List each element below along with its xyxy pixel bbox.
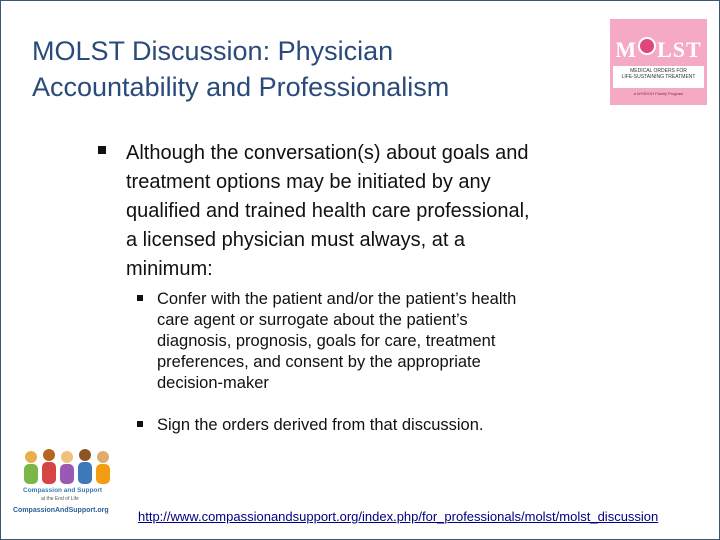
- cs-logo-site: CompassionAndSupport.org: [13, 507, 109, 514]
- sub-bullet-line: preferences, and consent by the appropriate: [157, 353, 481, 371]
- people-group-icon: [19, 447, 119, 487]
- square-bullet-icon: [98, 146, 106, 154]
- compassion-support-logo: [11, 447, 126, 527]
- sub-bullet-confer: [137, 289, 607, 394]
- slide-title: [32, 33, 592, 105]
- bullet-line: a licensed physician must always, at a: [126, 229, 466, 251]
- title-line: Accountability and Professionalism: [32, 72, 450, 102]
- main-bullet-text: [126, 139, 618, 284]
- main-bullet: [98, 139, 618, 284]
- square-bullet-icon: [137, 295, 143, 301]
- cs-logo-name: Compassion and Support: [23, 487, 103, 494]
- bullet-line: minimum:: [126, 258, 213, 280]
- molst-logo-letter-m: M: [615, 37, 638, 62]
- molst-logo-letters-lst: LST: [657, 37, 702, 62]
- sub-bullet-line: Sign the orders derived from that discussion.: [157, 416, 484, 434]
- molst-logo-band: [613, 66, 704, 88]
- sub-bullet-sign: [137, 415, 607, 436]
- molst-logo-band-line: LIFE-SUSTAINING TREATMENT: [621, 74, 696, 80]
- bullet-line: qualified and trained health care professional,: [126, 200, 530, 222]
- heart-icon: [638, 37, 656, 55]
- cs-logo-subtitle: at the End of Life: [41, 496, 79, 502]
- bullet-line: Although the conversation(s) about goals and: [126, 142, 529, 164]
- sub-bullet-line: diagnosis, prognosis, goals for care, treatment: [157, 332, 496, 350]
- molst-logo: [610, 19, 707, 105]
- bullet-line: treatment options may be initiated by any: [126, 171, 491, 193]
- square-bullet-icon: [137, 421, 143, 427]
- molst-discussion-link[interactable]: http://www.compassionandsupport.org/index.php/for_professionals/molst/molst_discussion: [138, 509, 659, 524]
- sub-bullet-line: Confer with the patient and/or the patient’s health: [157, 290, 517, 308]
- sub-bullet-text: [157, 289, 607, 394]
- sub-bullet-line: care agent or surrogate about the patient’s: [157, 311, 468, 329]
- molst-logo-tagline: a NYSDOH Family Program: [633, 91, 684, 96]
- sub-bullet-line: decision-maker: [157, 374, 269, 392]
- sub-bullet-text: [157, 415, 607, 436]
- molst-logo-word: [610, 37, 707, 63]
- molst-logo-band-line: MEDICAL ORDERS FOR: [630, 68, 687, 74]
- title-line: MOLST Discussion: Physician: [32, 36, 394, 66]
